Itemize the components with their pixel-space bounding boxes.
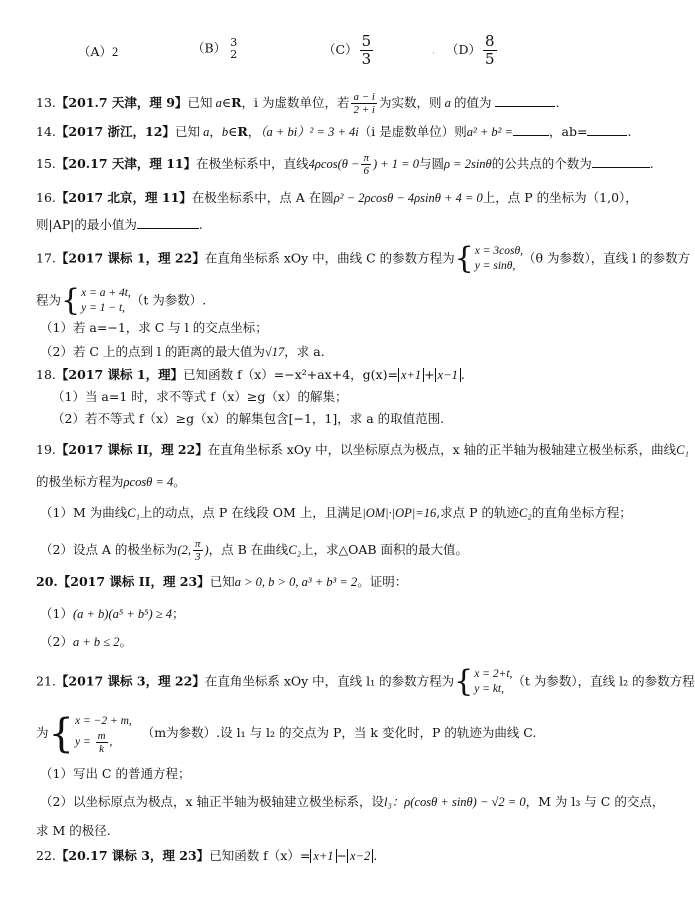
choice-d [446, 33, 499, 68]
question-18-part1: （1）当 a=1 时，求不等式 f（x）≥g（x）的解集； [52, 389, 348, 404]
question-19-part1: （1）M 为曲线C₁上的动点，点 P 在线段 OM 上，且满足|OM|·|OP|=16,求点 P 的轨迹C₂的直角坐标方程； [40, 505, 632, 520]
choice-a [78, 44, 118, 60]
equation-system: x = 2+t, y = kt, [474, 668, 513, 695]
question-14: 14.【2017 浙江，12】已知 a，b∈R，（a + bi）² = 3 + 4i（i 是虚数单位）则a² + b² = ，ab= . [36, 124, 632, 139]
equation-system: x = a + 4t, y = 1 − t, [81, 287, 131, 314]
source-tag: 【2017 课标 3，理 22】 [55, 673, 205, 689]
choice-b [192, 37, 241, 61]
question-13: 13.【201.7 天津，理 9】已知 a∈R，i 为虚数单位，若 $\frac{a - i}{2 + i}$ 为实数，则 a 的值为 . [36, 91, 560, 116]
choice-a-label: （A） [78, 44, 113, 59]
question-17-part2: （2）若 C 上的点到 l 的距离的最大值为√17，求 a. [40, 344, 325, 359]
answer-blank[interactable] [587, 123, 627, 136]
question-21-line3: 求 M 的极径. [36, 823, 111, 838]
fraction: $\frac{a - i}{2 + i}$ [353, 91, 375, 116]
source-tag: 【2017 浙江，12】 [55, 124, 175, 139]
source-tag: 【201.7 天津，理 9】 [55, 95, 188, 110]
brace: { [454, 241, 474, 276]
source-tag: 【2017 北京，理 11】 [55, 190, 192, 205]
fraction: $\frac{m}{k}$ [97, 730, 106, 755]
brace: { [61, 283, 81, 318]
choice-c [323, 33, 375, 68]
question-22: 22.【20.17 课标 3，理 23】已知函数 f（x）= x+1 − x−2 . [36, 848, 378, 863]
question-18-part2: （2）若不等式 f（x）≥g（x）的解集包含[−1，1]，求 a 的取值范围. [52, 411, 445, 426]
question-20: 20.【2017 课标 II，理 23】已知a > 0, b > 0, a³ + b³ = 2。证明： [36, 574, 408, 589]
question-17-line2: 程为{ x = a + 4t, y = 1 − t, （t 为参数）. [36, 283, 207, 318]
equation-system: x = −2 + m, y = $\frac{m}{k}$ , [74, 715, 132, 755]
question-19-line2: 的极坐标方程为ρcosθ = 4。 [36, 474, 186, 489]
choice-c-fraction: $\frac{5}{3}$ [361, 32, 372, 68]
question-21: 21.【2017 课标 3，理 22】在直角坐标系 xOy 中，直线 l₁ 的参数方程为{ x = 2+t, y = kt, （t 为参数），直线 l₂ 的参数方程 [36, 664, 695, 699]
brace: { [454, 664, 474, 699]
source-tag: 【20.17 课标 3，理 23】 [55, 848, 210, 863]
source-tag: 【2017 课标 II，理 22】 [55, 442, 208, 457]
choice-d-fraction: $\frac{8}{5}$ [485, 32, 495, 68]
choice-d-label: （D） [446, 42, 482, 57]
answer-blank[interactable] [495, 94, 555, 107]
question-21-part1: （1）写出 C 的普通方程； [40, 766, 191, 781]
question-16-line2: 则|AP|的最小值为 . [36, 217, 203, 232]
choice-c-label: （C） [323, 42, 358, 57]
answer-blank[interactable] [513, 123, 549, 136]
source-tag: 【2017 课标 1，理 22】 [55, 250, 205, 266]
choice-a-value: 2 [112, 45, 119, 59]
question-20-part2: （2）a + b ≤ 2。 [40, 634, 133, 649]
question-17-part1: （1）若 a=−1，求 C 与 l 的交点坐标； [40, 320, 268, 335]
choice-b-label: （B） [192, 40, 227, 56]
question-21-line2: 为{ x = −2 + m, y = $\frac{m}{k}$ , （m为参数）.设 l₁ 与 l₂ 的交点为 P，当 k 变化时，P 的轨迹为曲线 C. [36, 710, 537, 757]
question-21-part2: （2）以坐标原点为极点，x 轴正半轴为极轴建立极坐标系，设l₃：ρ(cosθ + sinθ) − √2 = 0，M 为 l₃ 与 C 的交点， [40, 794, 665, 809]
question-19: 19.【2017 课标 II，理 22】在直角坐标系 xOy 中，以坐标原点为极点，x 轴的正半轴为极轴建立极坐标系，曲线C₁ [36, 442, 689, 457]
orange-dot: · [432, 49, 435, 59]
choice-b-fraction: 3 2 [230, 36, 238, 61]
answer-blank[interactable] [592, 155, 650, 168]
brace: { [48, 710, 74, 757]
source-tag: 【20.17 天津，理 11】 [55, 156, 197, 171]
question-18: 18.【2017 课标 1，理】已知函数 f（x）=−x²+ax+4，g(x)= x+1 + x−1 . [36, 367, 465, 382]
fraction: $\frac{\pi}{3}$ [194, 538, 201, 563]
answer-blank[interactable] [137, 216, 199, 229]
fraction: $\frac{\pi}{6}$ [363, 152, 369, 177]
question-15: 15.【20.17 天津，理 11】在极坐标系中，直线4ρcos(θ − $\frac{\pi}{6}$ ) + 1 = 0与圆ρ = 2sinθ的公共点的个数为 . [36, 152, 654, 177]
question-17: 17.【2017 课标 1，理 22】在直角坐标系 xOy 中，曲线 C 的参数方程为{ x = 3cosθ, y = sinθ, （θ 为参数），直线 l 的参数方 [36, 241, 691, 276]
source-tag: 【2017 课标 II，理 23】 [57, 574, 210, 589]
question-16: 16.【2017 北京，理 11】在极坐标系中，点 A 在圆ρ² − 2ρcosθ − 4ρsinθ + 4 = 0上，点 P 的坐标为（1,0）， [36, 190, 638, 205]
equation-system: x = 3cosθ, y = sinθ, [474, 245, 523, 272]
question-19-part2: （2）设点 A 的极坐标为(2, $\frac{\pi}{3}$ )，点 B 在曲线C₂上，求△OAB 面积的最大值。 [40, 538, 469, 563]
source-tag: 【2017 课标 1，理】 [55, 367, 184, 382]
question-20-part1: （1）(a + b)(a⁵ + b⁵) ≥ 4； [40, 606, 185, 621]
